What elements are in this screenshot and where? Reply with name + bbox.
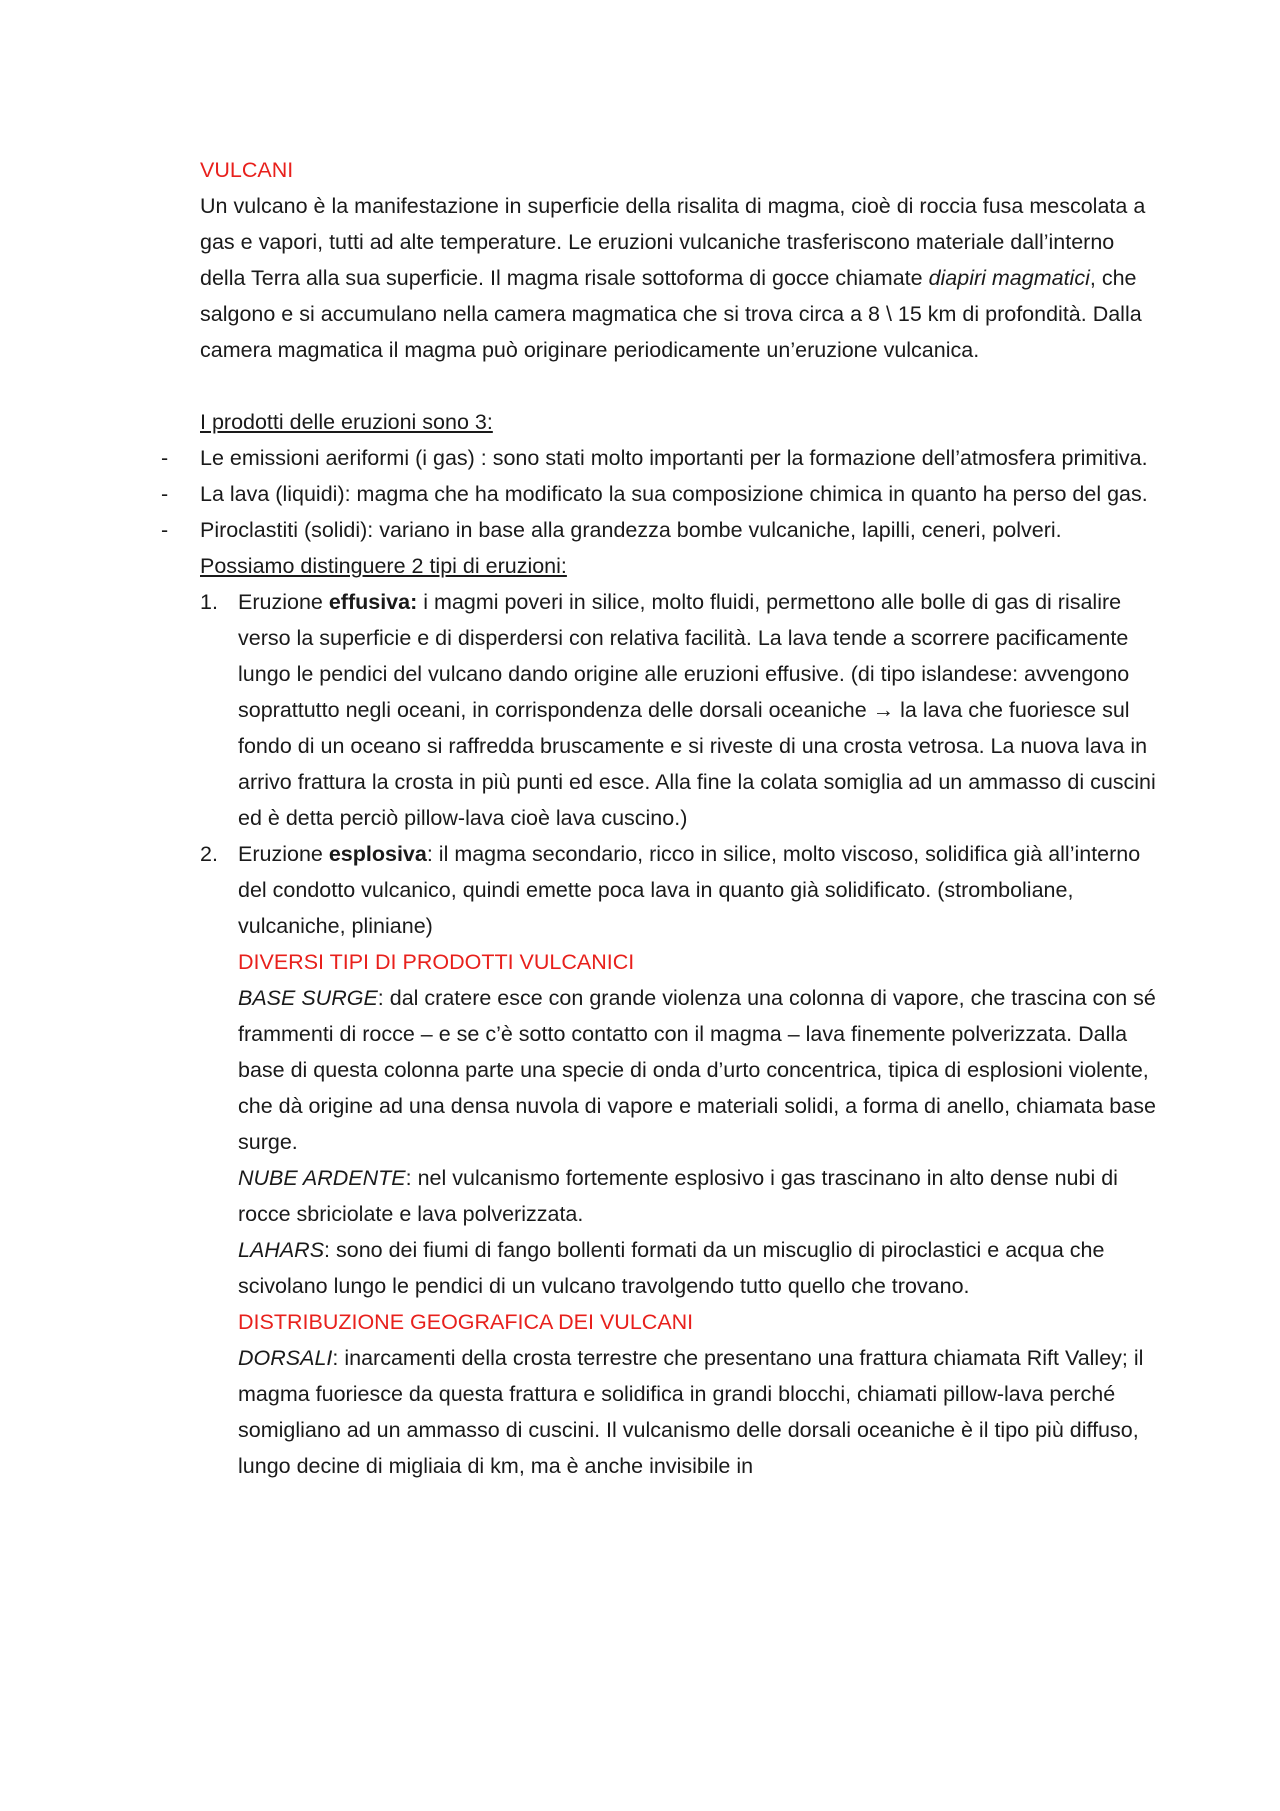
lahars-paragraph — [200, 1232, 1160, 1304]
bullet-item — [161, 512, 1160, 548]
products-heading: I prodotti delle eruzioni sono 3: — [200, 410, 493, 434]
title: VULCANI — [200, 158, 294, 182]
document-page — [161, 152, 1160, 1484]
nube-ardente-paragraph — [200, 1160, 1160, 1232]
dorsali-text: : inarcamenti della crosta terrestre che presentano una frattura chiamata Rift Valley; il magma fuoriesce da questa frattura e solidifica in grandi blocchi, chiamati pillow-lava perché somigliano ad un ammasso di cuscini. Il vulcanismo delle dorsali oceaniche è il tipo più diffuso, lungo decine di migliaia di km, ma è anche invisibile in — [238, 1346, 1144, 1478]
item-text: : il magma secondario, ricco in silice, molto viscoso, solidifica già all’interno del condotto vulcanico, quindi emette poca lava in quanto già solidificato. (stromboliane, vulcaniche, pliniane) — [238, 842, 1141, 938]
base-surge-text: : dal cratere esce con grande violenza una colonna di vapore, che trascina con sé frammenti di rocce – e se c’è sotto contatto con il magma – lava finemente polverizzata. Dalla base di questa colonna parte una specie di onda d’urto concentrica, tipica di esplosioni violente, che dà origine ad una densa nuvola di vapore e materiali solidi, a forma di anello, chiamata base surge. — [238, 986, 1156, 1154]
intro-italic-term: diapiri magmatici — [928, 266, 1090, 290]
base-surge-term: BASE SURGE — [238, 986, 378, 1010]
bullet-dash: - — [161, 446, 169, 470]
item-lead: Eruzione — [238, 590, 329, 614]
item-bold-term: esplosiva — [328, 842, 427, 866]
numbered-item-effusive — [200, 584, 1160, 836]
distribution-section-heading: DISTRIBUZIONE GEOGRAFICA DEI VULCANI — [238, 1310, 694, 1334]
lahars-term: LAHARS — [238, 1238, 325, 1262]
item-text: i magmi poveri in silice, molto fluidi, permettono alle bolle di gas di risalire verso la superficie e di disperdersi con relativa facilità. La lava tende a scorrere pacificamente lungo le pendici del vulcano dando origine alle eruzioni effusive. (di tipo islandese: avvengono soprattutto negli oceani, in corrispondenza delle dorsali oceaniche — [238, 590, 1130, 722]
intro-text-1: Un vulcano è la manifestazione in superficie della risalita di magma, cioè di roccia fusa mescolata a gas e vapori, tutti ad alte temperature. Le eruzioni vulcaniche trasferiscono materiale dall’interno della Terra alla sua superficie. Il magma risale sottoforma di gocce chiamate — [200, 194, 1146, 290]
bullet-item — [161, 440, 1160, 476]
nube-ardente-text: : nel vulcanismo fortemente esplosivo i gas trascinano in alto dense nubi di rocce sbriciolate e lava polverizzata. — [238, 1166, 1118, 1226]
item-lead: Eruzione — [238, 842, 329, 866]
bullet-text: La lava (liquidi): magma che ha modificato la sua composizione chimica in quanto ha perso del gas. — [200, 482, 1148, 506]
bullet-text: Piroclastiti (solidi): variano in base alla grandezza bombe vulcaniche, lapilli, ceneri, polveri. — [200, 518, 1062, 542]
item-number: 1. — [200, 590, 218, 614]
eruption-types-heading: Possiamo distinguere 2 tipi di eruzioni: — [200, 554, 567, 578]
item-text: la lava che fuoriesce sul fondo di un oceano si raffredda bruscamente e si riveste di una crosta vetrosa. La nuova lava in arrivo frattura la crosta in più punti ed esce. Alla fine la colata somiglia ad un ammasso di cuscini ed è detta perciò pillow-lava cioè lava cuscino.) — [238, 698, 1156, 830]
products-section-heading: DIVERSI TIPI DI PRODOTTI VULCANICI — [238, 950, 635, 974]
intro-text-2: , che salgono e si accumulano nella camera magmatica che si trova circa a 8 \ 15 km di profondità. Dalla camera magmatica il magma può originare periodicamente un’eruzione vulcanica. — [200, 266, 1142, 362]
bullet-item — [161, 476, 1160, 512]
numbered-item-explosive — [200, 836, 1160, 944]
base-surge-paragraph — [200, 980, 1160, 1160]
spacer — [200, 368, 1160, 404]
intro-paragraph — [200, 188, 1160, 368]
bullet-text: Le emissioni aeriformi (i gas) : sono stati molto importanti per la formazione dell’atmosfera primitiva. — [200, 446, 1148, 470]
bullet-dash: - — [161, 518, 169, 542]
arrow-right-icon: → — [872, 698, 895, 722]
nube-ardente-term: NUBE ARDENTE — [238, 1166, 406, 1190]
dorsali-paragraph — [200, 1340, 1160, 1484]
item-number: 2. — [200, 842, 218, 866]
item-bold-term: effusiva: — [328, 590, 418, 614]
lahars-text: : sono dei fiumi di fango bollenti formati da un miscuglio di piroclastici e acqua che scivolano lungo le pendici di un vulcano travolgendo tutto quello che trovano. — [238, 1238, 1105, 1298]
dorsali-term: DORSALI — [238, 1346, 333, 1370]
bullet-dash: - — [161, 482, 169, 506]
